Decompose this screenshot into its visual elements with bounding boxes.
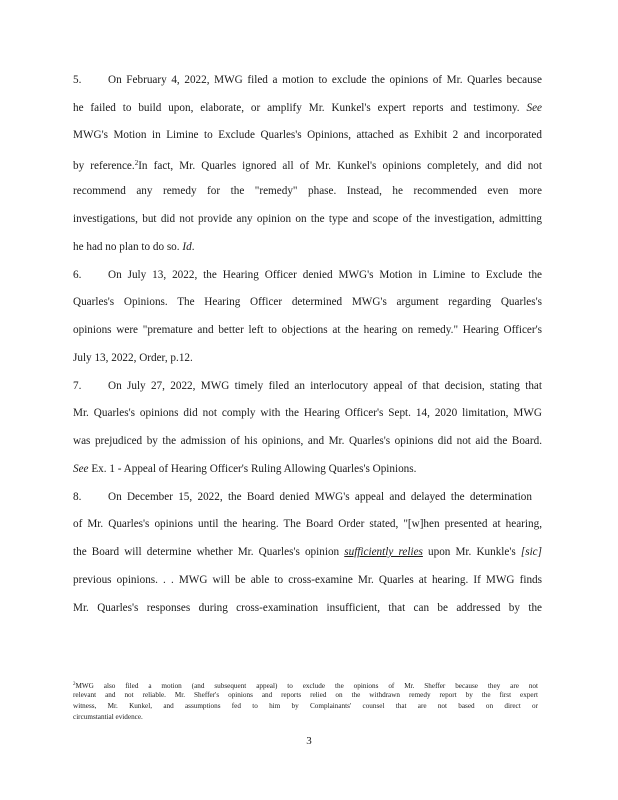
body-text: he failed to build upon, elaborate, or amplify Mr. Kunkel's expert reports and testimony. <box>73 102 520 114</box>
body-text: he had no plan to do so. <box>73 241 180 253</box>
body-line: Mr. Quarles's responses during cross-examination insufficient, that can be addressed by the <box>73 602 542 614</box>
sic-notation: [sic] <box>520 546 542 558</box>
body-text: Ex. 1 - Appeal of Hearing Officer's Ruling Allowing Quarles's Opinions. <box>91 463 417 475</box>
citation-signal: Id <box>182 241 192 253</box>
footnote-text: MWG also filed a motion (and subsequent appeal) to exclude the opinions of Mr. Sheffer because they are not <box>75 682 538 690</box>
paragraph-number: 8. <box>73 491 82 503</box>
paragraph-number: 5. <box>73 74 82 86</box>
body-text: In fact, Mr. Quarles ignored all of Mr. Kunkel's opinions completely, and did not <box>138 160 542 172</box>
body-line: investigations, but did not provide any opinion on the type and scope of the investigation, admitting <box>73 213 542 225</box>
paragraph-number: 7. <box>73 380 82 392</box>
quoted-emphasis: sufficiently relies <box>344 546 423 558</box>
body-line: On July 27, 2022, MWG timely filed an interlocutory appeal of that decision, stating that <box>108 380 542 392</box>
footnote-line: circumstantial evidence. <box>73 713 143 721</box>
body-text: upon Mr. Kunkle's <box>428 546 516 558</box>
body-line: opinions were "premature and better left to objections at the hearing on remedy." Hearing Officer's <box>73 324 542 336</box>
body-line: On February 4, 2022, MWG filed a motion to exclude the opinions of Mr. Quarles because <box>108 74 542 86</box>
paragraph-number: 6. <box>73 269 82 281</box>
body-line: recommend any remedy for the "remedy" phase. Instead, he recommended even more <box>73 185 542 197</box>
body-line: July 13, 2022, Order, p.12. <box>73 352 193 364</box>
body-text: by reference. <box>73 160 135 172</box>
body-line: previous opinions. . . MWG will be able to cross-examine Mr. Quarles at hearing. If MWG finds <box>73 574 542 586</box>
page-number: 3 <box>306 735 312 747</box>
body-line <box>73 100 542 116</box>
footnote-marker: 2 <box>73 682 76 687</box>
footnote-line: witness, Mr. Kunkel, and assumptions fed to him by Complainants' counsel that are not based on direct or <box>73 702 538 710</box>
body-line <box>73 544 542 560</box>
citation-signal: See <box>73 463 89 475</box>
footnote-line: relevant and not reliable. Mr. Sheffer's opinions and reports relied on the withdrawn remedy report by the first expert <box>73 691 538 699</box>
body-line: MWG's Motion in Limine to Exclude Quarles's Opinions, attached as Exhibit 2 and incorporated <box>73 129 542 141</box>
footnote-marker: 2 <box>134 159 139 167</box>
body-line: of Mr. Quarles's opinions until the hearing. The Board Order stated, "[w]hen presented at hearing, <box>73 518 542 530</box>
body-text: . <box>191 241 195 253</box>
body-line: On July 13, 2022, the Hearing Officer denied MWG's Motion in Limine to Exclude the <box>108 269 542 281</box>
body-line: Mr. Quarles's opinions did not comply with the Hearing Officer's Sept. 14, 2020 limitation, MWG <box>73 407 542 419</box>
body-line: was prejudiced by the admission of his opinions, and Mr. Quarles's opinions did not aid the Board. <box>73 435 542 447</box>
body-line <box>73 155 542 171</box>
body-line: On December 15, 2022, the Board denied MWG's appeal and delayed the determination <box>108 491 532 503</box>
body-text: the Board will determine whether Mr. Quarles's opinion <box>73 546 340 558</box>
body-line: Quarles's Opinions. The Hearing Officer determined MWG's argument regarding Quarles's <box>73 296 542 308</box>
body-line <box>73 239 542 255</box>
body-line <box>73 461 473 477</box>
citation-signal: See <box>526 102 543 114</box>
footnote-line <box>73 680 538 689</box>
